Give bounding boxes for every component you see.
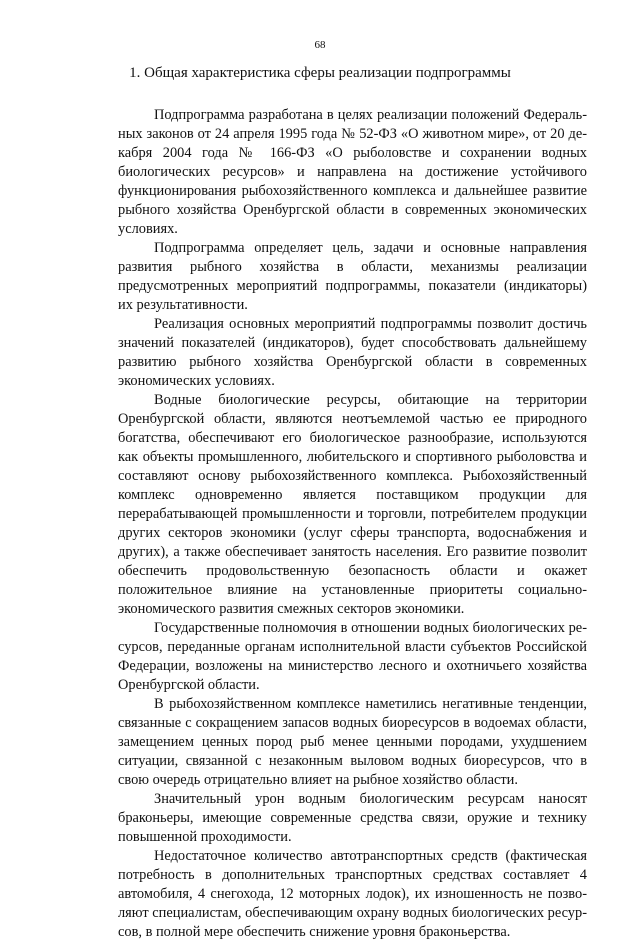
document-body [118,106,587,942]
paragraph-5: Государственные полномочия в отношении водных биологических ресурсов, переданные органам исполнительной власти субъектов Российской Федерации, возложены на министерство лесного и охотничьего хозяйства Оренбургской области. [118,620,587,693]
paragraph-2: Подпрограмма определяет цель, задачи и основные направления развития рыбного хозяйства в области, механизмы реализации предусмотренных мероприятий подпрограммы, показатели (индикаторы) их результативности. [118,240,587,313]
page-number: 68 [314,39,326,51]
section-heading: 1. Общая характеристика сферы реализации подпрограммы [129,65,511,81]
paragraph-6: В рыбохозяйственном комплексе наметились негативные тенденции, связанные с сокращением запасов водных биоресурсов в водоемах области, замещением ценных пород рыб менее ценными породами, ухудшением ситуации, связанной с незаконным выловом водных биоресурсов, что в свою очередь отрицательно влияет на рыбное хозяйство области. [118,696,587,788]
paragraph-1: Подпрограмма разработана в целях реализации положений Федеральных законов от 24 апреля 1995 года № 52-ФЗ «О животном мире», от 20 декабря 2004 года № 166-ФЗ «О рыболовстве и сохранении водных биологических ресурсов» и направлена на достижение устойчивого функционирования рыбохозяйственного комплекса и дальнейшее развитие рыбного хозяйства Оренбургской области в современных экономических условиях. [118,107,587,237]
paragraph-7: Значительный урон водным биологическим ресурсам наносят браконьеры, имеющие современные средства связи, оружие и технику повышенной проходимости. [118,791,587,845]
paragraph-3: Реализация основных мероприятий подпрограммы позволит достичь значений показателей (индикаторов), будет способствовать дальнейшему развитию рыбного хозяйства Оренбургской области в современных экономических условиях. [118,316,587,389]
paragraph-4: Водные биологические ресурсы, обитающие на территории Оренбургской области, являются неотъемлемой частью ее природного богатства, обеспечивают его биологическое разнообразие, используются как объекты промышленного, любительского и спортивного рыболовства и составляют основу рыбохозяйственного комплекса. Рыбохозяйственный комплекс одновременно является поставщиком продукции для перерабатывающей промышленности и торговли, потребителем продукции других секторов экономики (услуг сферы транспорта, водоснабжения и других), а также обеспечивает занятость населения. Его развитие позволит обеспечить продовольственную безопасность области и окажет положительное влияние на установленные приоритеты социально-экономического развития смежных секторов экономики. [118,392,587,617]
paragraph-8: Недостаточное количество автотранспортных средств (фактическая потребность в дополнительных транспортных средствах составляет 4 автомобиля, 4 снегохода, 12 моторных лодок), их изношенность не позволяют специалистам, обеспечивающим охрану водных биологических ресурсов, в полной мере обеспечить снижение уровня браконьерства. [118,848,587,940]
